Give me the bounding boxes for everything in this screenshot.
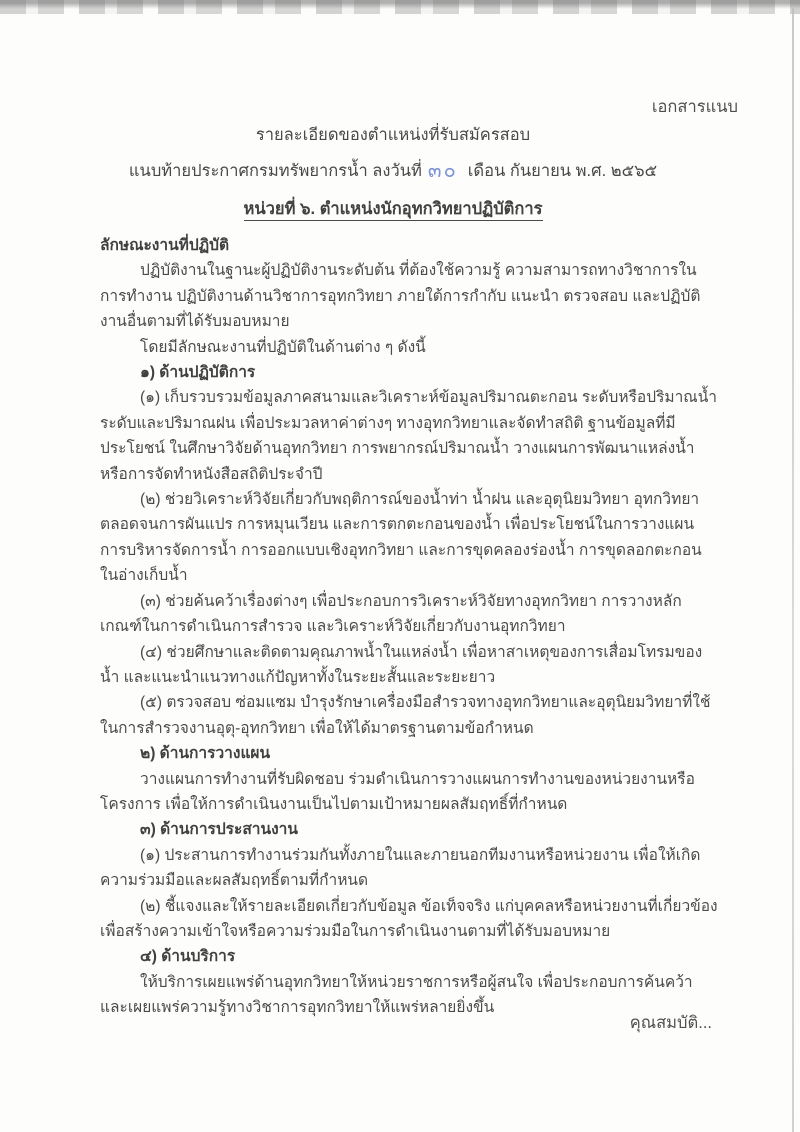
group-heading-operations: ๑) ด้านปฏิบัติการ [140, 364, 256, 382]
duty-item: (๕) ตรวจสอบ ซ่อมแซม บำรุงรักษาเครื่องมือสำรวจทางอุทกวิทยาและอุตุนิยมวิทยาที่ใช้ในการสำรวจงานอุตุ-อุทกวิทยา เพื่อให้ได้มาตรฐานตามข้อกำหนด [100, 694, 711, 737]
group-heading-coordination: ๓) ด้านการประสานงาน [140, 821, 298, 839]
duty-item: (๒) ชี้แจงและให้รายละเอียดเกี่ยวกับข้อมูล ข้อเท็จจริง แก่บุคคลหรือหน่วยงานที่เกี่ยวข้อง เพื่อสร้างความเข้าใจหรือความร่วมมือในการดำเนินงานตามที่ได้รับมอบหมาย [100, 897, 718, 940]
subtitle-suffix: เดือน กันยายน พ.ศ. ๒๕๖๕ [467, 162, 658, 180]
duty-item: (๓) ช่วยค้นคว้าเรื่องต่างๆ เพื่อประกอบการวิเคราะห์วิจัยทางอุทกวิทยา การวางหลักเกณฑ์ในการดำเนินการสำรวจ และวิเคราะห์วิจัยเกี่ยวกับงานอุทกวิทยา [100, 592, 682, 636]
intro-lead-in: โดยมีลักษณะงานที่ปฏิบัติในด้านต่าง ๆ ดังนี้ [140, 338, 426, 356]
intro-paragraph: ปฏิบัติงานในฐานะผู้ปฏิบัติงานระดับต้น ที่ต้องใช้ความรู้ ความสามารถทางวิชาการในการทำงาน ปฏิบัติงานด้านวิชาการอุทกวิทยา ภายใต้การกำกับ แนะนำ ตรวจสอบ และปฏิบัติงานอื่นตามที่ได้รับมอบหมาย [100, 262, 701, 331]
document-title: รายละเอียดของตำแหน่งที่รับสมัครสอบ [255, 126, 531, 144]
attachment-corner-label: เอกสารแนบ [651, 98, 738, 116]
scan-artifact-top-band [0, 0, 800, 14]
duty-item: (๑) เก็บรวบรวมข้อมูลภาคสนามและวิเคราะห์ข้อมูลปริมาณตะกอน ระดับหรือปริมาณน้ำ ระดับและปริมาณฝน เพื่อประมวลหาค่าต่างๆ ทางอุทกวิทยาและจัดทำสถิติ ฐานข้อมูลที่มีประโยชน์ ในศึกษาวิจัยด้านอุทกวิทยา การพยากรณ์ปริมาณน้ำ วางแผนการพัฒนาแหล่งน้ำ หรือการจัดทำหนังสือสถิติประจำปี [100, 389, 717, 483]
handwritten-date: ๓๐ [427, 160, 458, 182]
duty-item: วางแผนการทำงานที่รับผิดชอบ ร่วมดำเนินการวางแผนการทำงานของหน่วยงานหรือโครงการ เพื่อให้การดำเนินงานเป็นไปตามเป้าหมายผลสัมฤทธิ์ที่กำหนด [100, 770, 695, 813]
document-subtitle [0, 153, 786, 185]
scan-artifact-right-line [792, 8, 794, 1132]
group-heading-planning: ๒) ด้านการวางแผน [140, 745, 271, 763]
duties-section-heading: ลักษณะงานที่ปฏิบัติ [100, 237, 230, 254]
document-body [100, 233, 718, 1021]
unit-heading [0, 196, 786, 222]
continuation-note: คุณสมบัติ... [629, 1014, 712, 1032]
group-heading-service: ๔) ด้านบริการ [140, 948, 236, 966]
duty-item: (๑) ประสานการทำงานร่วมกันทั้งภายในและภายนอกทีมงานหรือหน่วยงาน เพื่อให้เกิดความร่วมมือและผลสัมฤทธิ์ตามที่กำหนด [100, 846, 701, 890]
duty-item: (๔) ช่วยศึกษาและติดตามคุณภาพน้ำในแหล่งน้ำ เพื่อหาสาเหตุของการเสื่อมโทรมของน้ำ และแนะนำแนวทางแก้ปัญหาทั้งในระยะสั้นและระยะยาว [100, 643, 703, 686]
subtitle-prefix: แนบท้ายประกาศกรมทรัพยากรน้ำ ลงวันที่ [128, 162, 422, 180]
duty-item: ให้บริการเผยแพร่ด้านอุทกวิทยาให้หน่วยราชการหรือผู้สนใจ เพื่อประกอบการค้นคว้า และเผยแพร่ความรู้ทางวิชาการอุทกวิทยาให้แพร่หลายยิ่งขึ้น [100, 973, 693, 1017]
duty-item: (๒) ช่วยวิเคราะห์วิจัยเกี่ยวกับพฤติการณ์ของน้ำท่า น้ำฝน และอุตุนิยมวิทยา อุทกวิทยา ตลอดจนการผันแปร การหมุนเวียน และการตกตะกอนของน้ำ เพื่อประโยชน์ในการวางแผนการบริหารจัดการน้ำ การออกแบบเชิงอุทกวิทยา และการขุดคลองร่องน้ำ การขุดลอกตะกอนในอ่างเก็บน้ำ [100, 491, 702, 585]
unit-heading-text: หน่วยที่ ๖. ตำแหน่งนักอุทกวิทยาปฏิบัติการ [244, 200, 543, 221]
